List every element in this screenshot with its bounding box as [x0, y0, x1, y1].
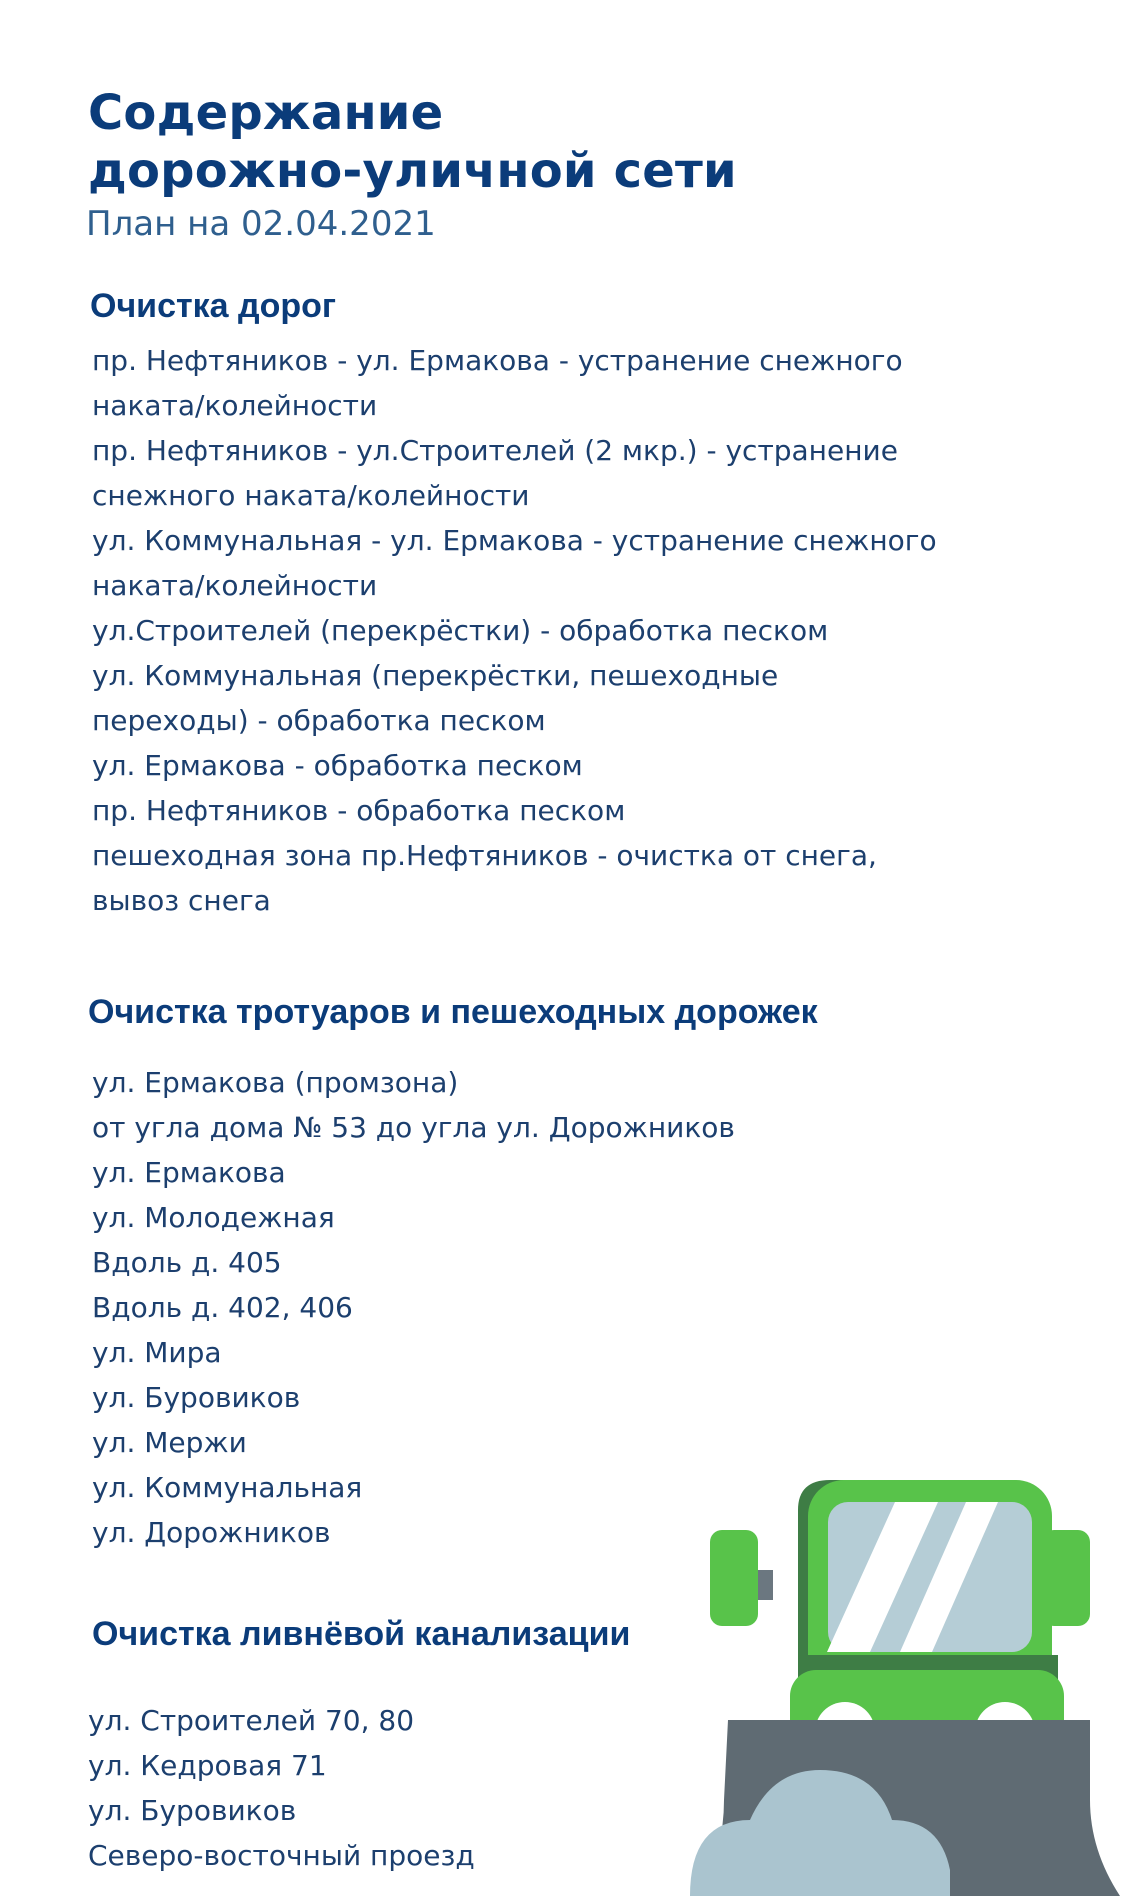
list-item: вывоз снега	[92, 884, 271, 917]
list-item: наката/колейности	[92, 389, 378, 422]
roads-list	[92, 338, 1012, 923]
list-item: наката/колейности	[92, 569, 378, 602]
list-item: ул. Мержи	[92, 1426, 247, 1459]
section-heading-roads: Очистка дорог	[90, 287, 337, 325]
list-item: Северо-восточный проезд	[88, 1839, 475, 1872]
list-item: ул. Молодежная	[92, 1201, 335, 1234]
list-item: ул.Строителей (перекрёстки) - обработка песком	[92, 614, 829, 647]
list-item: пр. Нефтяников - ул. Ермакова - устранение снежного	[92, 344, 903, 377]
list-item: Вдоль д. 402, 406	[92, 1291, 353, 1324]
list-item: снежного наката/колейности	[92, 479, 530, 512]
list-item: пешеходная зона пр.Нефтяников - очистка от снега,	[92, 839, 877, 872]
list-item: ул. Коммунальная	[92, 1471, 363, 1504]
page-title-line-1: Содержание	[88, 85, 444, 141]
list-item: ул. Строителей 70, 80	[88, 1704, 415, 1737]
snowplow-icon	[680, 1470, 1120, 1896]
page-title	[88, 84, 988, 200]
list-item: от угла дома № 53 до угла ул. Дорожников	[92, 1111, 735, 1144]
list-item: ул. Кедровая 71	[88, 1749, 327, 1782]
list-item: переходы) - обработка песком	[92, 704, 546, 737]
list-item: ул. Ермакова	[92, 1156, 286, 1189]
list-item: ул. Буровиков	[92, 1381, 301, 1414]
list-item: ул. Ермакова (промзона)	[92, 1066, 459, 1099]
list-item: ул. Коммунальная (перекрёстки, пешеходные	[92, 659, 779, 692]
section-heading-sidewalks: Очистка тротуаров и пешеходных дорожек	[88, 993, 818, 1031]
list-item: ул. Ермакова - обработка песком	[92, 749, 583, 782]
list-item: пр. Нефтяников - обработка песком	[92, 794, 626, 827]
mirror-left	[710, 1530, 758, 1626]
plan-date: План на 02.04.2021	[86, 204, 436, 244]
section-heading-storm-drains: Очистка ливнёвой канализации	[92, 1615, 631, 1653]
list-item: ул. Дорожников	[92, 1516, 331, 1549]
list-item: Вдоль д. 405	[92, 1246, 282, 1279]
list-item: ул. Коммунальная - ул. Ермакова - устранение снежного	[92, 524, 937, 557]
page-title-line-2: дорожно-уличной сети	[88, 143, 737, 199]
storm-drains-list	[88, 1698, 688, 1878]
list-item: ул. Буровиков	[88, 1794, 297, 1827]
list-item: ул. Мира	[92, 1336, 222, 1369]
list-item: пр. Нефтяников - ул.Строителей (2 мкр.) - устранение	[92, 434, 898, 467]
